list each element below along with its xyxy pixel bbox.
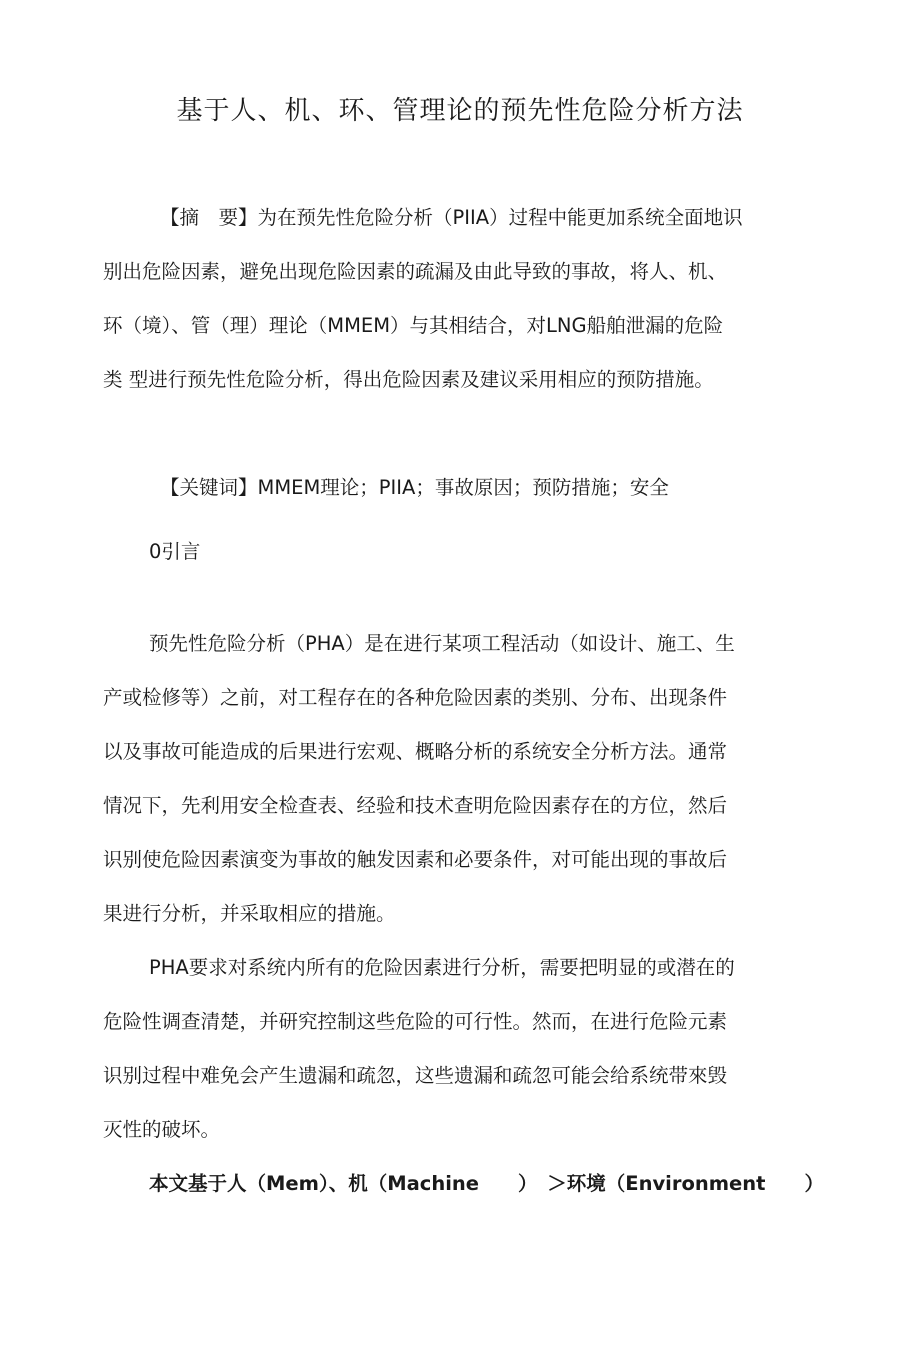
paragraph-2-line-4: 灭性的破坏。 xyxy=(103,1118,221,1141)
paragraph-1-line-2: 产或检修等）之前，对工程存在的各种危险因素的类别、分布、出现条件 xyxy=(103,686,728,709)
paragraph-1-line-5: 识别使危险因素演变为事故的触发因素和必要条件，对可能出现的事故后 xyxy=(103,848,728,871)
abstract-line-2: 别出危险因素，避免出现危险因素的疏漏及由此导致的事故，将人、机、 xyxy=(103,260,728,283)
abstract-line-4: 类 型进行预先性危险分析，得出危险因素及建议采用相应的预防措施。 xyxy=(103,368,714,391)
paragraph-1-line-6: 果进行分析，并采取相应的措施。 xyxy=(103,902,396,925)
paragraph-2-line-2: 危险性调查清楚，并研究控制这些危险的可行性。然而，在进行危险元素 xyxy=(103,1010,728,1033)
keywords-line: 【关键词】MMEM理论；PIIA；事故原因；预防措施；安全 xyxy=(160,476,669,499)
paragraph-1-line-3: 以及事故可能造成的后果进行宏观、概略分析的系统安全分析方法。通常 xyxy=(103,740,728,763)
paragraph-1-line-1: 预先性危险分析（PHA）是在进行某项工程活动（如设计、施工、生 xyxy=(149,632,735,655)
paragraph-1-line-4: 情况下，先利用安全检查表、经验和技术查明危险因素存在的方位，然后 xyxy=(103,794,728,817)
paragraph-2-line-3: 识别过程中难免会产生遗漏和疏忽，这些遗漏和疏忽可能会给系统带來毁 xyxy=(103,1064,728,1087)
paragraph-2-line-1: PHA要求对系统内所有的危险因素进行分析，需要把明显的或潜在的 xyxy=(149,956,735,979)
paragraph-3-line-1: 本文基于人（Mem）、机（Machine ） ＞环境（Environment ） xyxy=(149,1172,824,1195)
abstract-line-1: 【摘 要】为在预先性危险分析（PIIA）过程中能更加系统全面地识 xyxy=(160,206,743,229)
abstract-line-3: 环（境）、管（理）理论（MMEM）与其相结合，对LNG船舶泄漏的危险 xyxy=(103,314,724,337)
section-heading-introduction: 0引言 xyxy=(149,540,201,563)
paper-title: 基于人、机、环、管理论的预先性危险分析方法 xyxy=(176,96,744,126)
